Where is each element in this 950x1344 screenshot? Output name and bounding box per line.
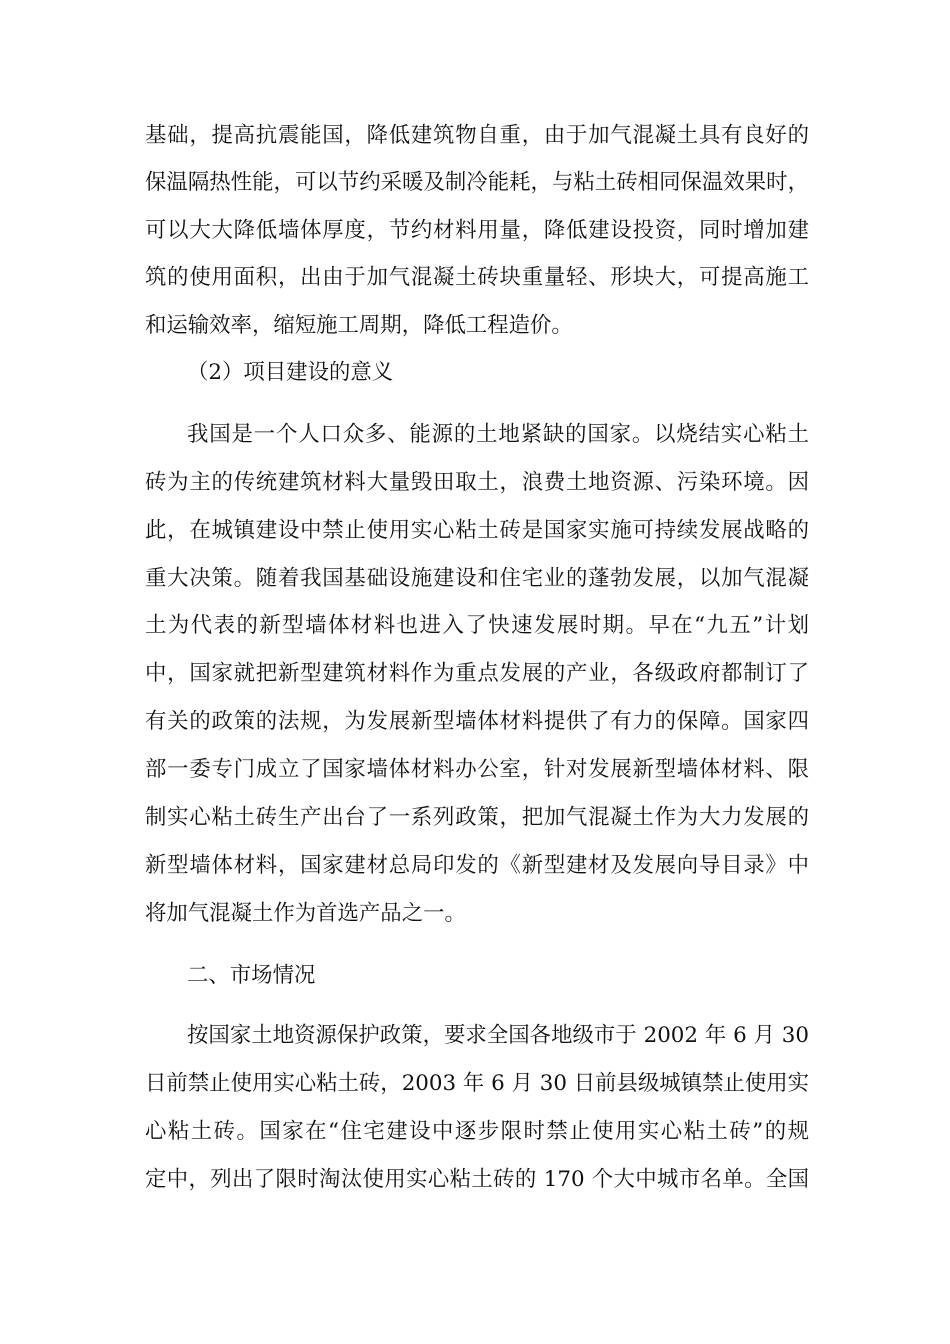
paragraph-line: 心粘土砖。国家在“住宅建设中逐步限时禁止使用实心粘土砖”的规 — [145, 1119, 809, 1144]
paragraph-line: 土为代表的新型墙体材料也进入了快速发展时期。早在“九五”计划 — [145, 613, 809, 638]
paragraph-line: 可以大大降低墙体厚度，节约材料用量，降低建设投资，同时增加建 — [145, 218, 809, 243]
paragraph-line: 基础，提高抗震能国，降低建筑物自重，由于加气混凝土具有良好的 — [145, 123, 809, 148]
paragraph-line: 有关的政策的法规，为发展新型墙体材料提供了有力的保障。国家四 — [145, 709, 809, 734]
paragraph-line: 和运输效率，缩短施工周期，降低工程造价。 — [145, 313, 573, 338]
paragraph-line: 按国家土地资源保护政策，要求全国各地级市于 2002 年 6 月 30 — [187, 1023, 809, 1048]
paragraph-line: 新型墙体材料，国家建材总局印发的《新型建材及发展向导目录》中 — [145, 853, 809, 878]
paragraph-line: 将加气混凝土作为首选产品之一。 — [145, 901, 466, 926]
subheading: （2）项目建设的意义 — [187, 360, 394, 385]
paragraph-line: 部一委专门成立了国家墙体材料办公室，针对发展新型墙体材料、限 — [145, 757, 809, 782]
paragraph-line: 砖为主的传统建筑材料大量毁田取土，浪费土地资源、污染环境。因 — [145, 470, 809, 495]
paragraph-line: 我国是一个人口众多、能源的土地紧缺的国家。以烧结实心粘土 — [187, 422, 809, 447]
paragraph-line: 制实心粘土砖生产出台了一系列政策，把加气混凝土作为大力发展的 — [145, 805, 809, 830]
section-heading: 二、市场情况 — [187, 963, 316, 988]
paragraph-line: 此，在城镇建设中禁止使用实心粘土砖是国家实施可持续发展战略的 — [145, 518, 809, 543]
paragraph-line: 中，国家就把新型建筑材料作为重点发展的产业，各级政府都制订了 — [145, 661, 809, 686]
paragraph-line: 筑的使用面积，出由于加气混凝土砖块重量轻、形块大，可提高施工 — [145, 265, 809, 290]
paragraph-line: 日前禁止使用实心粘土砖，2003 年 6 月 30 日前县级城镇禁止使用实 — [145, 1071, 809, 1096]
paragraph-line: 定中，列出了限时淘汰使用实心粘土砖的 170 个大中城市名单。全国 — [145, 1167, 809, 1192]
paragraph-line: 保温隔热性能，可以节约采暖及制冷能耗，与粘土砖相同保温效果时， — [145, 170, 809, 195]
paragraph-line: 重大决策。随着我国基础设施建设和住宅业的蓬勃发展，以加气混凝 — [145, 566, 809, 591]
